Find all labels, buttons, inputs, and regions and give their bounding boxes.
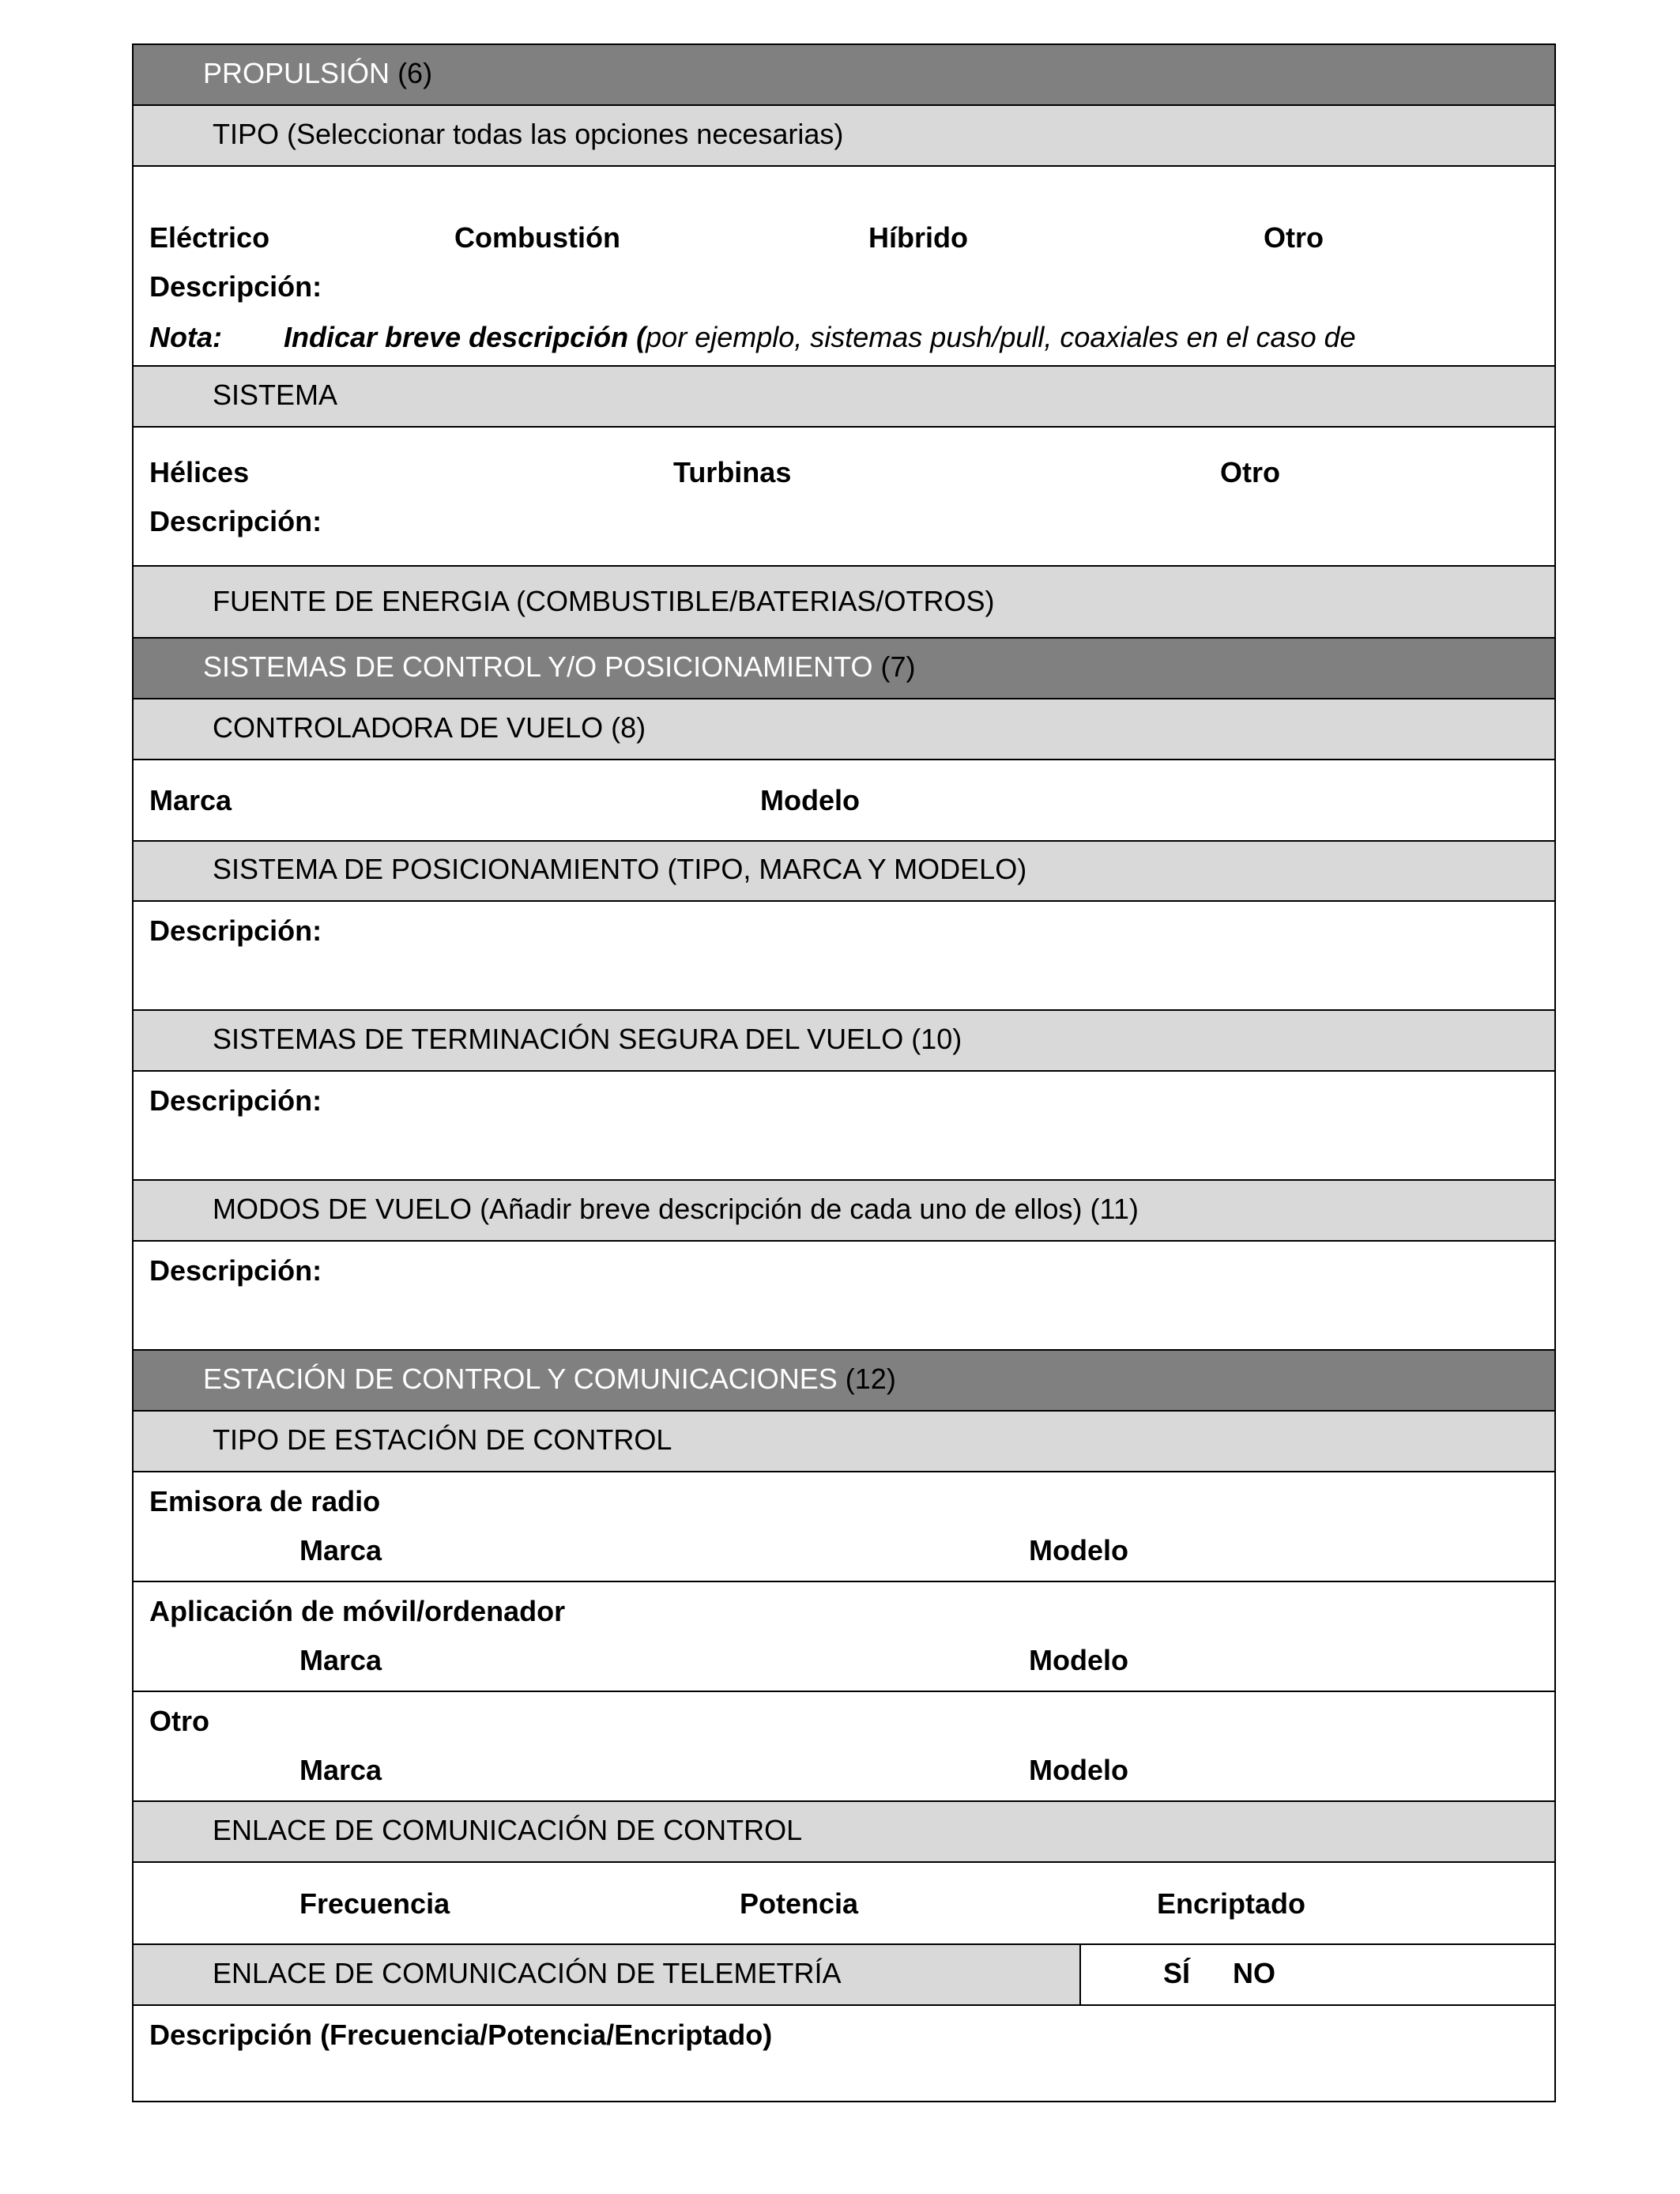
section-title: ESTACIÓN DE CONTROL Y COMUNICACIONES (12) — [203, 1363, 896, 1395]
marca-label: Marca — [149, 784, 232, 816]
tipo-header — [134, 106, 1554, 167]
no-option[interactable]: NO — [1233, 1957, 1275, 1989]
telemetria-header-row — [134, 1945, 1554, 2006]
descripcion-label: Descripción: — [149, 270, 322, 303]
otro-row — [134, 1692, 1554, 1802]
aplicacion-row — [134, 1582, 1554, 1692]
header-text: CONTROLADORA DE VUELO (8) — [213, 711, 646, 744]
header-text: SISTEMA DE POSICIONAMIENTO (TIPO, MARCA Y MODELO) — [213, 853, 1027, 885]
modos-row — [134, 1242, 1554, 1351]
section-estacion — [134, 1351, 1554, 1412]
header-text: TIPO (Seleccionar todas las opciones necesarias) — [213, 118, 844, 150]
nota-label: Nota: — [149, 321, 222, 353]
sistema-header — [134, 367, 1554, 428]
encriptado-label: Encriptado — [1157, 1887, 1306, 1920]
marca-label: Marca — [299, 1534, 382, 1566]
header-text: ENLACE DE COMUNICACIÓN DE TELEMETRÍA — [213, 1957, 842, 1989]
section-title: SISTEMAS DE CONTROL Y/O POSICIONAMIENTO (7) — [203, 650, 916, 683]
divider — [1079, 1945, 1081, 2004]
terminacion-header — [134, 1011, 1554, 1072]
modelo-label: Modelo — [1029, 1644, 1128, 1676]
enlace-control-row — [134, 1863, 1554, 1945]
option-otro[interactable]: Otro — [1264, 221, 1324, 254]
modelo-label: Modelo — [760, 784, 860, 816]
descripcion-label: Descripción: — [149, 505, 322, 537]
option-electrico[interactable]: Eléctrico — [149, 221, 270, 254]
modelo-label: Modelo — [1029, 1534, 1128, 1566]
emisora-row — [134, 1472, 1554, 1582]
header-text: SISTEMA — [213, 379, 338, 411]
frecuencia-label: Frecuencia — [299, 1887, 450, 1920]
section-title: PROPULSIÓN (6) — [203, 57, 433, 89]
modos-header — [134, 1181, 1554, 1242]
nota-text: Indicar breve descripción (por ejemplo, sistemas push/pull, coaxiales en el caso de — [284, 321, 1356, 353]
telemetria-desc-row — [134, 2006, 1554, 2101]
option-combustion[interactable]: Combustión — [454, 221, 620, 254]
descripcion-label: Descripción: — [149, 1254, 322, 1287]
descripcion-label: Descripción: — [149, 1084, 322, 1117]
option-hibrido[interactable]: Híbrido — [868, 221, 968, 254]
otro-label[interactable]: Otro — [149, 1705, 209, 1737]
terminacion-row — [134, 1072, 1554, 1181]
fuente-header — [134, 567, 1554, 639]
header-text: ENLACE DE COMUNICACIÓN DE CONTROL — [213, 1814, 803, 1846]
si-option[interactable]: SÍ — [1163, 1957, 1191, 1989]
uas-form — [132, 43, 1556, 2102]
sistema-options-row — [134, 428, 1554, 567]
posicionamiento-row — [134, 902, 1554, 1011]
controladora-row — [134, 760, 1554, 842]
aplicacion-label[interactable]: Aplicación de móvil/ordenador — [149, 1595, 566, 1627]
option-turbinas[interactable]: Turbinas — [673, 456, 792, 488]
tipo-options-row — [134, 167, 1554, 367]
telemetria-desc-label: Descripción (Frecuencia/Potencia/Encriptado) — [149, 2019, 773, 2051]
option-helices[interactable]: Hélices — [149, 456, 250, 488]
header-text: SISTEMAS DE TERMINACIÓN SEGURA DEL VUELO (10) — [213, 1023, 962, 1055]
descripcion-label: Descripción: — [149, 914, 322, 947]
header-text: MODOS DE VUELO (Añadir breve descripción de cada uno de ellos) (11) — [213, 1193, 1139, 1225]
controladora-header — [134, 699, 1554, 760]
potencia-label: Potencia — [740, 1887, 859, 1920]
option-otro-sistema[interactable]: Otro — [1220, 456, 1280, 488]
telemetria-header — [134, 1945, 1079, 2004]
marca-label: Marca — [299, 1644, 382, 1676]
header-text: TIPO DE ESTACIÓN DE CONTROL — [213, 1423, 672, 1456]
marca-label: Marca — [299, 1754, 382, 1786]
header-text: FUENTE DE ENERGIA (COMBUSTIBLE/BATERIAS/OTROS) — [213, 585, 995, 617]
section-propulsion — [134, 45, 1554, 106]
posicionamiento-header — [134, 842, 1554, 902]
section-control — [134, 639, 1554, 699]
modelo-label: Modelo — [1029, 1754, 1128, 1786]
emisora-label[interactable]: Emisora de radio — [149, 1485, 381, 1517]
enlace-control-header — [134, 1802, 1554, 1863]
tipo-estacion-header — [134, 1412, 1554, 1472]
